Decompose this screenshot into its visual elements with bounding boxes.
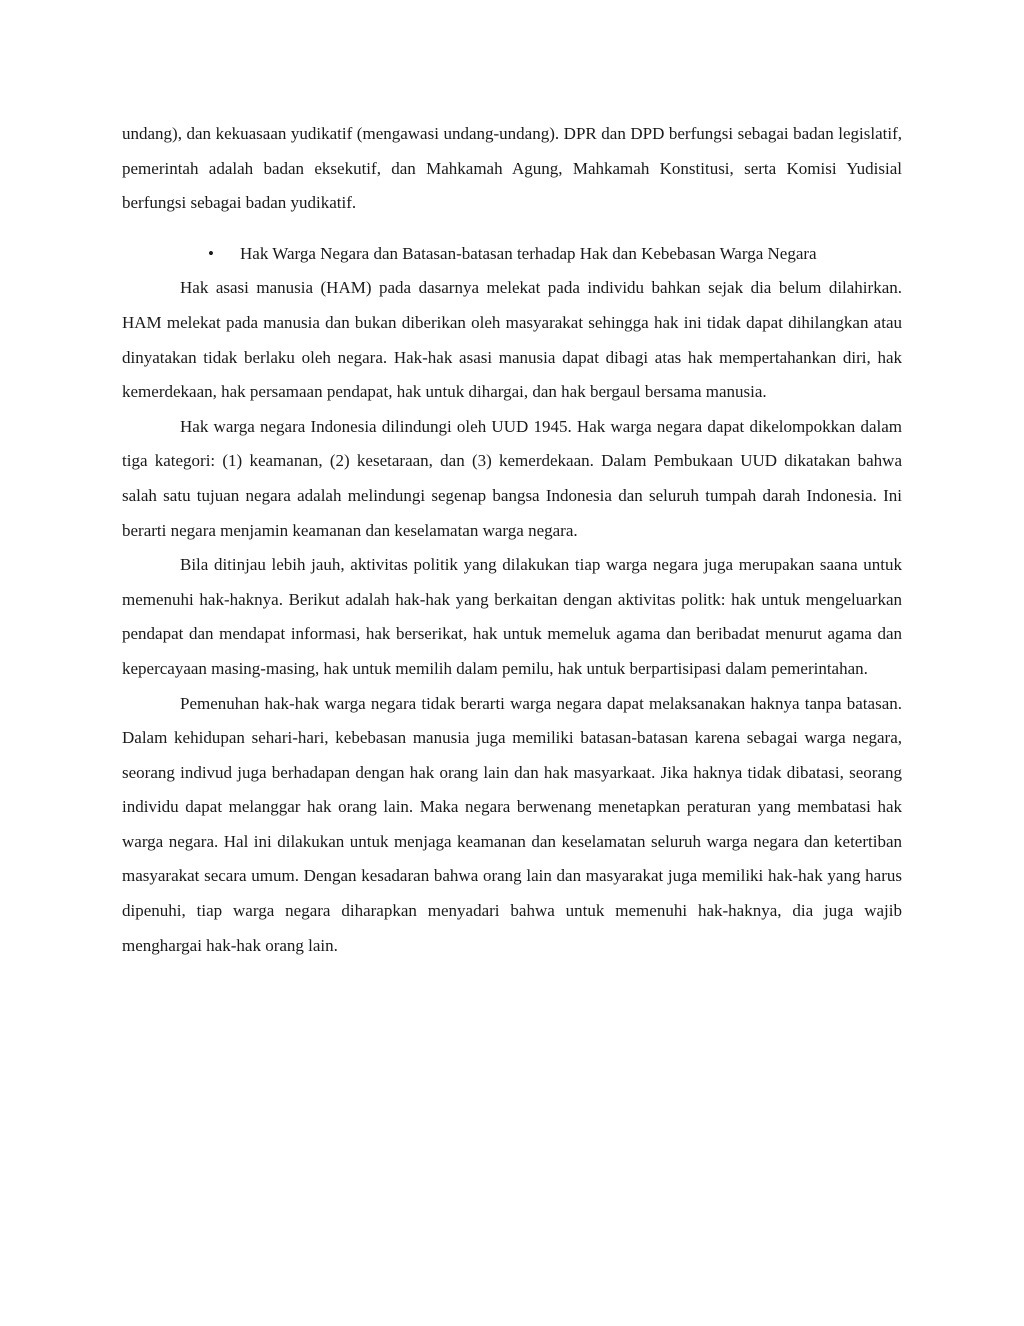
- bullet-heading-text: Hak Warga Negara dan Batasan-batasan terhadap Hak dan Kebebasan Warga Negara: [240, 243, 817, 263]
- paragraph-hak-warga-negara: Hak warga negara Indonesia dilindungi oleh UUD 1945. Hak warga negara dapat dikelompokkan dalam tiga kategori: (1) keamanan, (2) kesetaraan, dan (3) kemerdekaan. Dalam Pembukaan UUD dikatakan bahwa salah satu tujuan negara adalah melindungi segenap bangsa Indonesia dan seluruh tumpah darah Indonesia. Ini berarti negara menjamin keamanan dan keselamatan warga negara.: [122, 416, 902, 540]
- bullet-icon: •: [208, 243, 214, 263]
- document-body: [122, 117, 902, 963]
- paragraph-continued: undang), dan kekuasaan yudikatif (mengawasi undang-undang). DPR dan DPD berfungsi sebagai badan legislatif, pemerintah adalah badan eksekutif, dan Mahkamah Agung, Mahkamah Konstitusi, serta Komisi Yudisial berfungsi sebagai badan yudikatif.: [122, 124, 902, 213]
- paragraph-ham: Hak asasi manusia (HAM) pada dasarnya melekat pada individu bahkan sejak dia belum dilahirkan. HAM melekat pada manusia dan bukan diberikan oleh masyarakat sehingga hak ini tidak dapat dihilangkan atau dinyatakan tidak berlaku oleh negara. Hak-hak asasi manusia dapat dibagi atas hak mempertahankan diri, hak kemerdekaan, hak persamaan pendapat, hak untuk dihargai, dan hak bergaul bersama manusia.: [122, 278, 902, 402]
- paragraph-pemenuhan-hak: Pemenuhan hak-hak warga negara tidak berarti warga negara dapat melaksanakan haknya tanpa batasan. Dalam kehidupan sehari-hari, kebebasan manusia juga memiliki batasan-batasan karena sebagai warga negara, seorang indivud juga berhadapan dengan hak orang lain dan hak masyarkaat. Jika haknya tidak dibatasi, seorang individu dapat melanggar hak orang lain. Maka negara berwenang menetapkan peraturan yang membatasi hak warga negara. Hal ini dilakukan untuk menjaga keamanan dan keselamatan seluruh warga negara dan ketertiban masyarakat secara umum. Dengan kesadaran bahwa orang lain dan masyarakat juga memiliki hak-hak yang harus dipenuhi, tiap warga negara diharapkan menyadari bahwa untuk memenuhi hak-haknya, dia juga wajib menghargai hak-hak orang lain.: [122, 693, 902, 955]
- bullet-heading: [122, 237, 902, 272]
- paragraph-aktivitas-politik: Bila ditinjau lebih jauh, aktivitas politik yang dilakukan tiap warga negara juga merupakan saana untuk memenuhi hak-haknya. Berikut adalah hak-hak yang berkaitan dengan aktivitas politk: hak untuk mengeluarkan pendapat dan mendapat informasi, hak berserikat, hak untuk memeluk agama dan beribadat menurut agama dan kepercayaan masing-masing, hak untuk memilih dalam pemilu, hak untuk berpartisipasi dalam pemerintahan.: [122, 555, 902, 678]
